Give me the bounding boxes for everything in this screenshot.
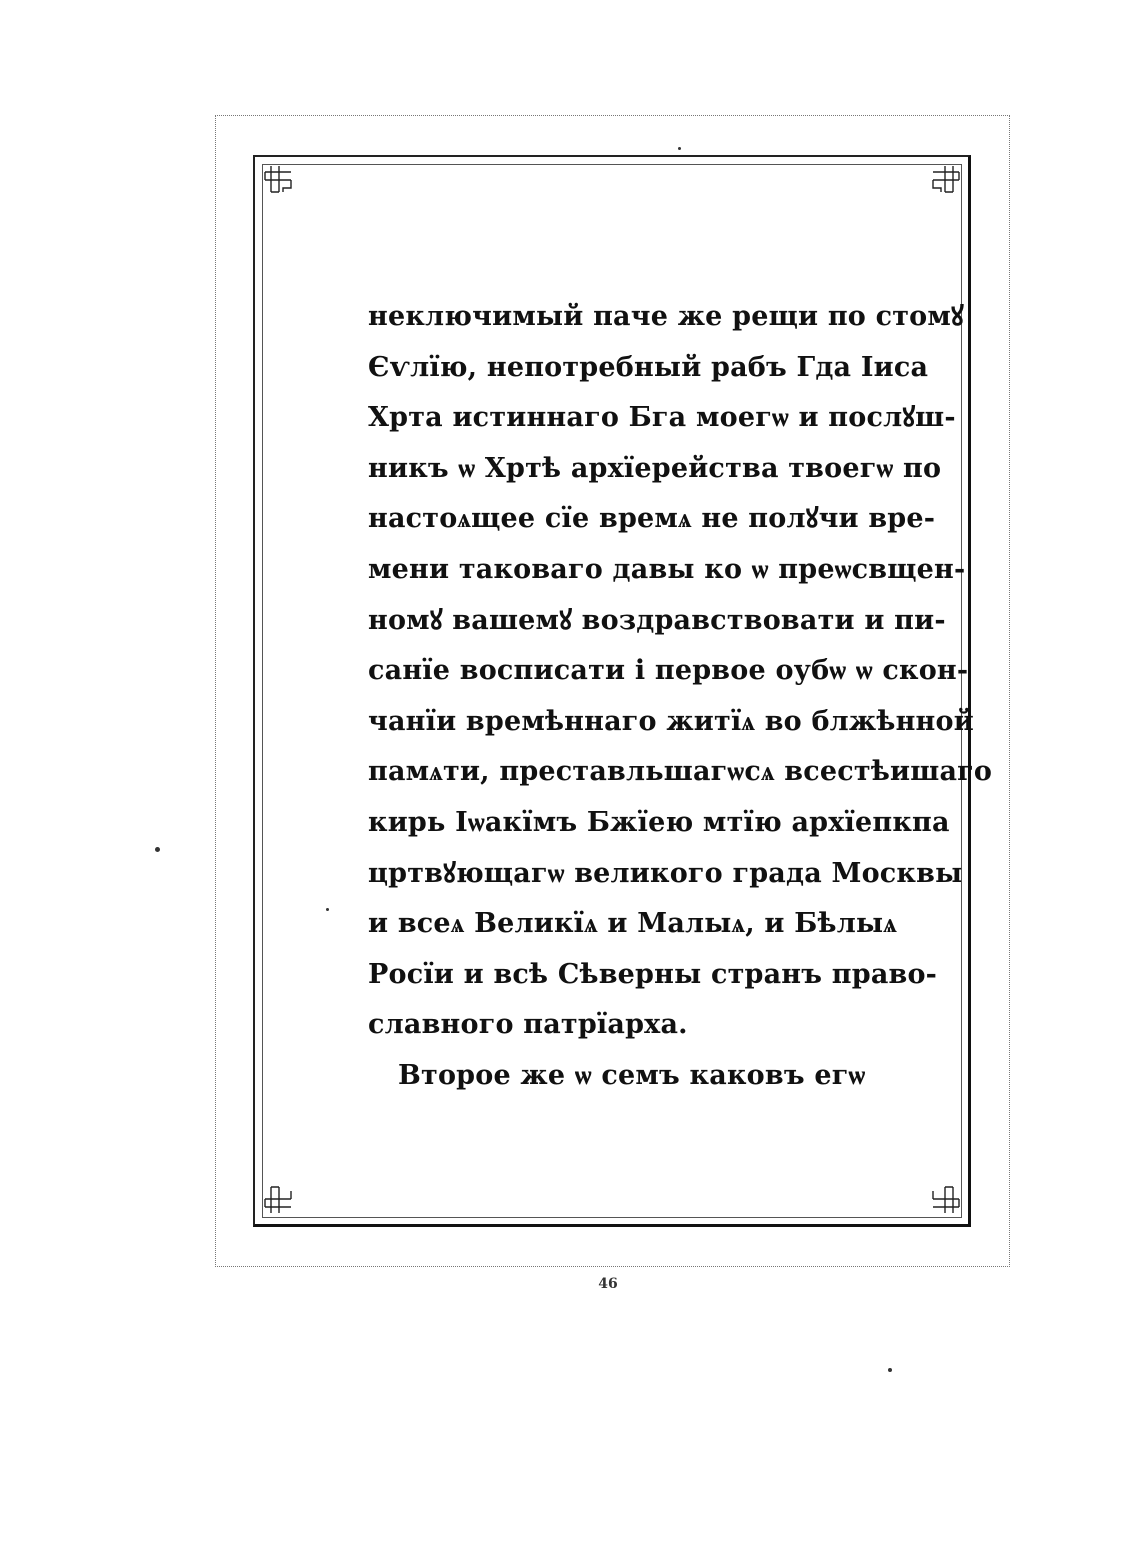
page-text [368, 292, 993, 1102]
text-line: памѧти, преставльшагѡсѧ всестѣишаго [368, 756, 993, 788]
text-line: неключимый паче же рещи по стомꙋ [368, 301, 964, 332]
text-line: номꙋ вашемꙋ воздравствовати и пи- [368, 604, 946, 636]
text-line: Росїи и всѣ Сѣверны странъ право- [368, 958, 938, 990]
text-line: санїе восписати і первое оубѡ ѡ скон- [368, 655, 969, 687]
text-line: Єѵлїю, непотребный рабъ Гда Іиса [368, 351, 929, 383]
text-line: настоѧщее сїе времѧ не полꙋчи вре- [368, 503, 936, 535]
text-line: чанїи времѣннаго житїѧ во блжѣнной [368, 705, 974, 737]
text-line: никъ ѡ Хртѣ архїерейства твоегѡ по [368, 452, 942, 484]
scan-speck [326, 908, 329, 911]
scan-speck [888, 1368, 892, 1372]
corner-ornament-top-right-icon [929, 162, 963, 196]
page-number: 46 [598, 1276, 618, 1292]
text-line: цртвꙋющагѡ великого града Москвы [368, 857, 963, 889]
second-paragraph-start: Второе же ѡ семъ каковъ егѡ [398, 1059, 866, 1091]
corner-ornament-top-left-icon [261, 162, 295, 196]
text-line: кирь Іѡакїмъ Бжїею мтїю архїепкпа [368, 806, 950, 838]
scan-speck [678, 147, 681, 150]
corner-ornament-bottom-right-icon [929, 1183, 963, 1217]
corner-ornament-bottom-left-icon [261, 1183, 295, 1217]
text-line: Хрта истиннаго Бга моегѡ и послꙋш- [368, 402, 956, 434]
text-line: и всеѧ Великїѧ и Малыѧ, и Бѣлыѧ [368, 908, 897, 940]
scan-speck [155, 847, 160, 852]
text-line: славного патрїарха. [368, 1009, 688, 1041]
text-line: мени таковаго давы ко ѡ преѡсвщен- [368, 553, 966, 585]
